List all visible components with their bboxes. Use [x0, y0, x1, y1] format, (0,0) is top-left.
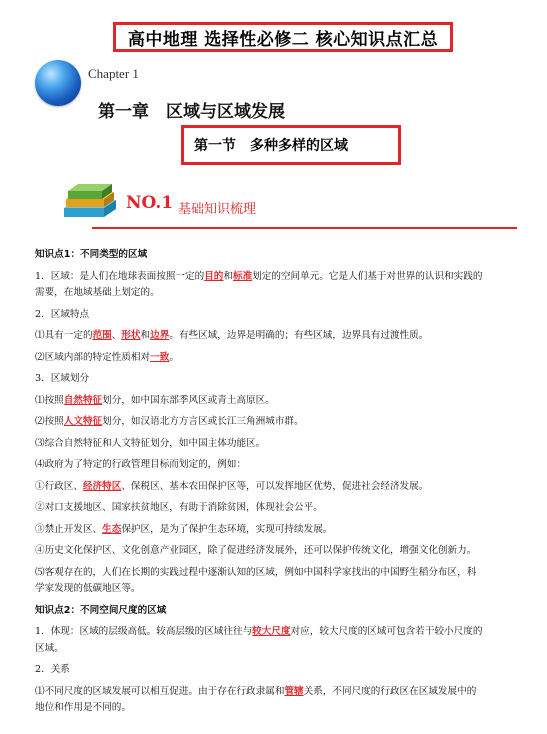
content-body — [35, 247, 525, 717]
globe-icon — [35, 60, 81, 106]
section-title: 第一节 多种多样的区域 — [181, 125, 401, 165]
paragraph: ⑵区域内部的特定性质相对一致。 — [35, 351, 179, 363]
paragraph: 3．区域划分 — [35, 373, 90, 384]
section-number: NO.1 — [126, 193, 174, 213]
key-term: 目的 — [204, 270, 224, 282]
key-term: 形状 — [121, 330, 141, 341]
paragraph: ⑶综合自然特征和人文特征划分，如中国主体功能区。 — [35, 437, 266, 449]
key-term: 生态 — [102, 523, 122, 535]
paragraph: ⑵按照人文特征划分，如汉语北方方言区或长江三角洲城市群。 — [35, 416, 304, 427]
key-term: 管辖 — [284, 685, 304, 697]
paragraph: 2．区域特点 — [35, 308, 90, 320]
key-term: 一致 — [150, 351, 170, 363]
paragraph: 1．体现：区域的层级高低。较高层级的区域往往与较大尺度对应，较大尺度的区域可包含若干较小尺度的 — [35, 626, 483, 637]
paragraph: 1．区域：是人们在地球表面按照一定的目的和标准划定的空间单元。它是人们基于对世界的认识和实践的 — [35, 270, 483, 282]
paragraph: 地位和作用是不同的。 — [35, 702, 131, 713]
paragraph: 区域。 — [35, 642, 64, 654]
key-term: 较大尺度 — [252, 626, 291, 637]
chapter-title: 第一章 区域与区域发展 — [98, 102, 285, 122]
paragraph: ②对口支援地区、国家扶贫地区，有助于消除贫困，体现社会公平。 — [35, 502, 323, 513]
paragraph: 2．关系 — [35, 664, 70, 675]
paragraph: ⑴具有一定的范围、形状和边界。有些区域，边界是明确的；有些区域，边界具有过渡性质。 — [35, 330, 429, 341]
paragraph: ⑷政府为了特定的行政管理目标而划定的，例如： — [35, 459, 247, 470]
chapter-label: Chapter 1 — [88, 66, 139, 81]
banner-subtitle: 基础知识梳理 — [178, 202, 257, 217]
key-term: 经济特区 — [82, 480, 122, 492]
paragraph: ⑴按照自然特征划分，如中国东部季风区或青土高原区。 — [35, 394, 275, 406]
paragraph: ⑴不同尺度的区域发展可以相互促进。由于存在行政隶属和管辖关系，不同尺度的行政区在区域发展中的 — [35, 685, 477, 697]
paragraph: 需要，在地域基础上划定的。 — [35, 287, 160, 298]
key-term: 人文特征 — [63, 416, 103, 427]
books-icon — [60, 178, 120, 220]
paragraph: ⑸客观存在的，人们在长期的实践过程中逐渐认知的区域，例如中国科学家找出的中国野生稻分布区，科 — [35, 566, 477, 578]
key-term: 范围 — [92, 330, 112, 341]
key-term: 自然特征 — [63, 394, 103, 406]
banner-divider — [92, 227, 517, 229]
paragraph: ③禁止开发区、生态保护区，是为了保护生态环境，实现可持续发展。 — [35, 523, 333, 535]
knowledge-point-heading: 知识点1：不同类型的区域 — [35, 249, 148, 260]
paragraph: ①行政区、经济特区、保税区、基本农田保护区等，可以发挥地区优势，促进社会经济发展。 — [35, 480, 429, 492]
paragraph: 学家发现的低碳地区等。 — [35, 583, 141, 594]
document-title: 高中地理 选择性必修二 核心知识点汇总 — [113, 22, 453, 52]
key-term: 边界 — [150, 330, 170, 341]
paragraph: ④历史文化保护区、文化创意产业园区，除了促进经济发展外，还可以保护传统文化，增强文化创新力。 — [35, 545, 477, 556]
key-term: 标准 — [232, 270, 253, 282]
knowledge-point-heading: 知识点2：不同空间尺度的区域 — [35, 604, 167, 616]
